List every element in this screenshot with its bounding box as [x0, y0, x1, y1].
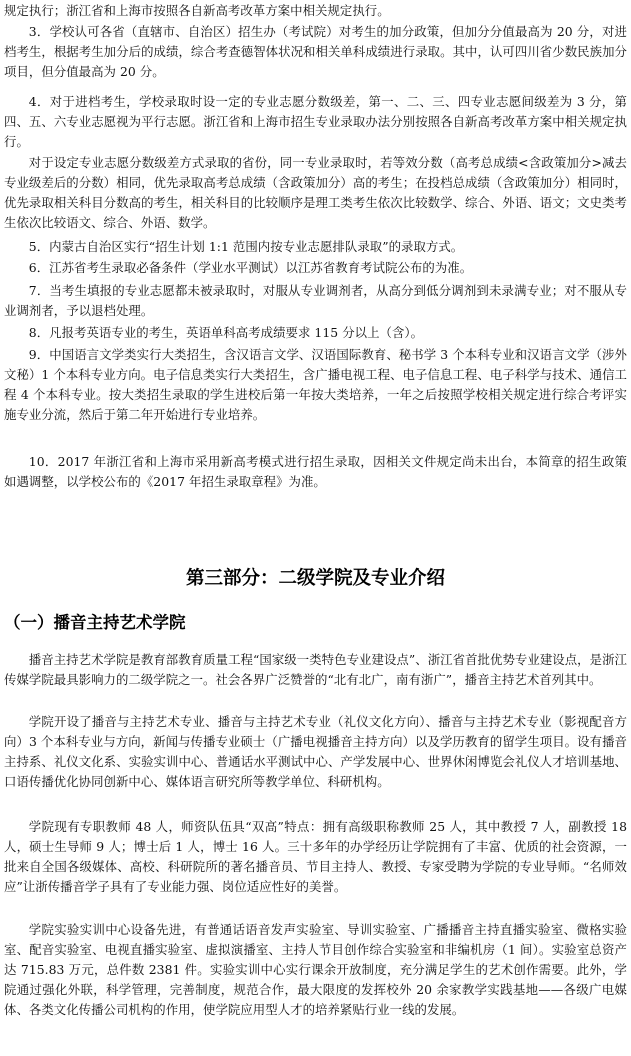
policy-paragraph-continuation: 规定执行；浙江省和上海市按照各自新高考改革方案中相关规定执行。 [4, 3, 390, 18]
college-lab-paragraph: 学院实验实训中心设备先进，有普通话语音发声实验室、导训实验室、广播播音主持直播实验室、微格实验室、配音实验室、电视直播实验室、虚拟演播室、主持人节目创作综合实验室和非编机房（1 间）。实验室总资产达 715.83 万元，总件数 2381 件。实验实训中心实行课余开放制度，充分满足学生的艺术创作需要。此外，学院通过强化外联，科学管理，完善制度，规范合作，最大限度的发挥校外 20 余家教学实践基地——各级广电媒体、各类文化传播公司机构的作用，使学院应用型人才的培养紧贴行业一线的发展。 [4, 922, 627, 1017]
section-title: 第三部分：二级学院及专业介绍 [185, 568, 445, 589]
policy-item-3: 3．学校认可各省（直辖市、自治区）招生办（考试院）对考生的加分政策，但加分分值最高为 20 分，对进档考生，根据考生加分后的成绩，综合考查德智体状况和相关单科成绩进行录取。其中，认可四川省少数民族加分项目，但分值最高为 20 分。 [4, 24, 627, 79]
policy-item-9: 9．中国语言文学类实行大类招生，含汉语言文学、汉语国际教育、秘书学 3 个本科专业和汉语言文学（涉外文秘）1 个本科专业方向。电子信息类实行大类招生，含广播电视工程、电子信息工程、电子科学与技术、通信工程 4 个本科专业。按大类招生录取的学生进校后第一年按大类培养，一年之后按照学校相关规定进行综合考评实施专业分流，然后于第二年开始进行专业培养。 [4, 347, 627, 422]
policy-item-4-detail: 对于设定专业志愿分数级差方式录取的省份，同一专业录取时，若等效分数（高考总成绩<含政策加分>减去专业级差后的分数）相同，优先录取高考总成绩（含政策加分）高的考生；在投档总成绩（含政策加分）相同时，优先录取相关科目分数高的考生，相关科目的比较顺序是理工类考生依次比较数学、综合、外语、语文；文史类考生依次比较语文、综合、外语、数学。 [4, 155, 627, 230]
college-subtitle: （一）播音主持艺术学院 [4, 613, 186, 632]
policy-item-7: 7．当考生填报的专业志愿都未被录取时，对服从专业调剂者，从高分到低分调剂到未录满专业；对不服从专业调剂者，予以退档处理。 [4, 283, 627, 318]
college-intro-paragraph: 播音主持艺术学院是教育部教育质量工程“国家级一类特色专业建设点”、浙江省首批优势专业建设点，是浙江传媒学院最具影响力的二级学院之一。社会各界广泛赞誉的“北有北广，南有浙广”，播音主持艺术首列其中。 [4, 652, 627, 687]
college-faculty-paragraph: 学院现有专职教师 48 人，师资队伍具“双高”特点：拥有高级职称教师 25 人，其中教授 7 人，副教授 18 人，硕士生导师 9 人；博士后 1 人，博士 16 人。三十多年的办学经历让学院拥有了丰富、优质的社会资源，一批来自全国各级媒体、高校、科研院所的著名播音员、节目主持人、教授、专家受聘为学院的专业导师。“名师效应”让浙传播音学子具有了专业能力强、岗位适应性好的美誉。 [4, 819, 627, 894]
college-programs-paragraph: 学院开设了播音与主持艺术专业、播音与主持艺术专业（礼仪文化方向）、播音与主持艺术专业（影视配音方向）3 个本科专业与方向，新闻与传播专业硕士（广播电视播音主持方向）以及学历教育的留学生项目。设有播音主持系、礼仪文化系、实验实训中心、普通话水平测试中心、产学发展中心、世界休闲博览会礼仪人才培训基地、口语传播优化协同创新中心、媒体语言研究所等教学单位、科研机构。 [4, 714, 627, 789]
policy-item-5: 5．内蒙古自治区实行“招生计划 1:1 范围内按专业志愿排队录取”的录取方式。 [28, 239, 464, 254]
policy-item-8: 8．凡报考英语专业的考生，英语单科高考成绩要求 115 分以上（含）。 [28, 325, 424, 340]
policy-item-6: 6．江苏省考生录取必备条件（学业水平测试）以江苏省教育考试院公布的为准。 [28, 260, 473, 275]
policy-item-4: 4．对于进档考生，学校录取时设一定的专业志愿分数级差，第一、二、三、四专业志愿间级差为 3 分，第四、五、六专业志愿视为平行志愿。浙江省和上海市招生专业录取办法分别按照各自新高考改革方案中相关规定执行。 [4, 94, 627, 149]
policy-item-10: 10．2017 年浙江省和上海市采用新高考模式进行招生录取，因相关文件规定尚未出台，本简章的招生政策如遇调整，以学校公布的《2017 年招生录取章程》为准。 [4, 454, 627, 489]
